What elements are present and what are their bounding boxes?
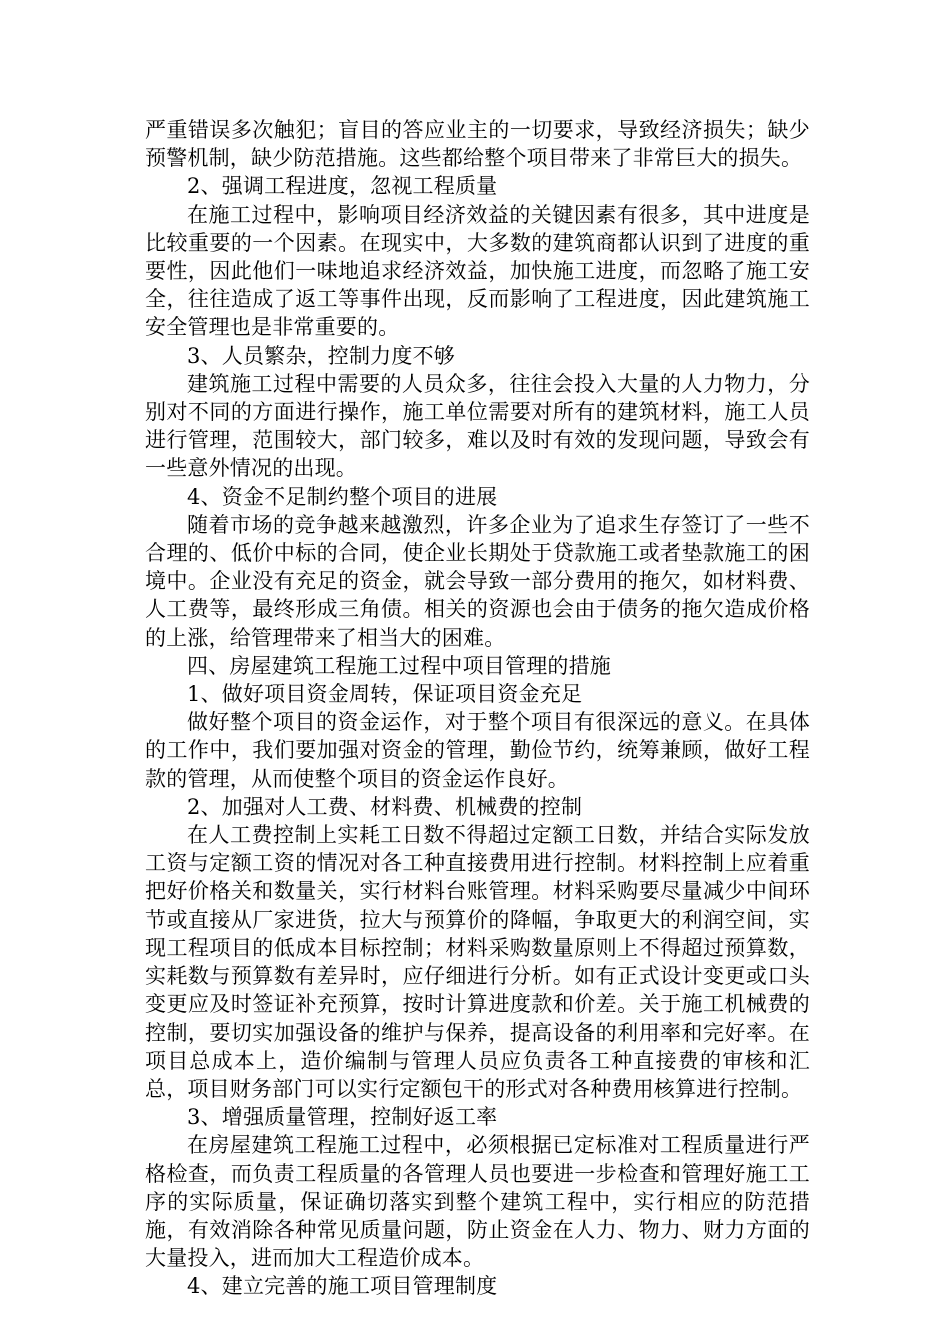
heading-3-personnel: 3、人员繁杂，控制力度不够 (187, 343, 455, 368)
paragraph-personnel: 建筑施工过程中需要的人员众多，往往会投入大量的人力物力，分别对不同的方面进行操作，施工单位需要对所有的建筑材料，施工人员进行管理，范围较大，部门较多，难以及时有效的发现问题，导致会有一些意外情况的出现。 (145, 371, 810, 481)
section-heading-measures: 四、房屋建筑工程施工过程中项目管理的措施 (187, 653, 611, 678)
heading-2-progress-vs-quality: 2、强调工程进度，忽视工程质量 (187, 174, 498, 199)
heading-4-funding: 4、资金不足制约整个项目的进展 (187, 484, 498, 509)
heading-1-capital-turnover: 1、做好项目资金周转，保证项目资金充足 (187, 682, 583, 707)
heading-3-quality-management: 3、增强质量管理，控制好返工率 (187, 1105, 498, 1130)
paragraph-cost-control: 在人工费控制上实耗工日数不得超过定额工日数，并结合实际发放工资与定额工资的情况对各工种直接费用进行控制。材料控制上应着重把好价格关和数量关，实行材料台账管理。材料采购要尽量减少中间环节或直接从厂家进货，拉大与预算价的降幅，争取更大的利润空间，实现工程项目的低成本目标控制；材料采购数量原则上不得超过预算数，实耗数与预算数有差异时，应仔细进行分析。如有正式设计变更或口头变更应及时签证补充预算，按时计算进度款和价差。关于施工机械费的控制，要切实加强设备的维护与保养，提高设备的利用率和完好率。在项目总成本上，造价编制与管理人员应负责各工种直接费的审核和汇总，项目财务部门可以实行定额包干的形式对各种费用核算进行控制。 (145, 823, 810, 1101)
paragraph-capital-turnover: 做好整个项目的资金运作，对于整个项目有很深远的意义。在具体的工作中，我们要加强对资金的管理，勤俭节约，统筹兼顾，做好工程款的管理，从而使整个项目的资金运作良好。 (145, 710, 810, 791)
paragraph-progress: 在施工过程中，影响项目经济效益的关键因素有很多，其中进度是比较重要的一个因素。在现实中，大多数的建筑商都认识到了进度的重要性，因此他们一味地追求经济效益，加快施工进度，而忽略了施工安全，往往造成了返工等事件出现，反而影响了工程进度，因此建筑施工安全管理也是非常重要的。 (145, 202, 810, 340)
paragraph-intro-continuation: 严重错误多次触犯；盲目的答应业主的一切要求，导致经济损失；缺少预警机制，缺少防范措施。这些都给整个项目带来了非常巨大的损失。 (145, 118, 810, 171)
heading-4-management-system: 4、建立完善的施工项目管理制度 (187, 1274, 498, 1299)
paragraph-quality-management: 在房屋建筑工程施工过程中，必须根据已定标准对工程质量进行严格检查，而负责工程质量的各管理人员也要进一步检查和管理好施工工序的实际质量，保证确切落实到整个建筑工程中，实行相应的防范措施，有效消除各种常见质量问题，防止资金在人力、物力、财力方面的大量投入，进而加大工程造价成本。 (145, 1133, 810, 1271)
heading-2-cost-control: 2、加强对人工费、材料费、机械费的控制 (187, 794, 583, 819)
paragraph-funding: 随着市场的竞争越来越激烈，许多企业为了追求生存签订了一些不合理的、低价中标的合同，使企业长期处于贷款施工或者垫款施工的困境中。企业没有充足的资金，就会导致一部分费用的拖欠，如材料费、人工费等，最终形成三角债。相关的资源也会由于债务的拖欠造成价格的上涨，给管理带来了相当大的困难。 (145, 512, 810, 650)
document-page (145, 116, 810, 1301)
